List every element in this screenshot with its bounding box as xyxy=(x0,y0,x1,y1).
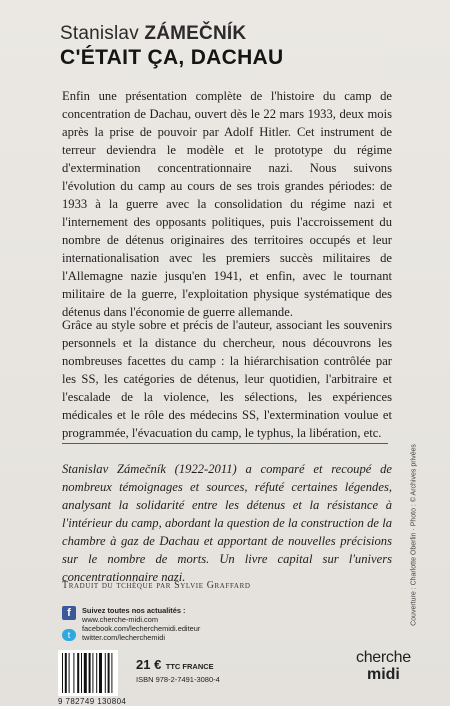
twitter-icon: t xyxy=(62,629,76,641)
social-text xyxy=(82,606,200,642)
barcode-bar xyxy=(81,653,82,693)
barcode xyxy=(58,650,127,706)
translation-credit: Traduit du tchèque par Sylvie Graffard xyxy=(62,580,251,591)
social-links xyxy=(62,606,200,642)
barcode-bar xyxy=(99,653,102,693)
social-icons xyxy=(62,606,78,642)
barcode-digits: 9 782749 130804 xyxy=(58,697,127,706)
author-name xyxy=(60,22,284,46)
twitter-link: twitter.com/lecherchemidi xyxy=(82,633,165,642)
author-first-name: Stanislav xyxy=(60,23,139,44)
barcode-bar xyxy=(92,653,93,693)
summary-paragraph-2: Grâce au style sobre et précis de l'auteur, associant les souvenirs personnels et la distance du chercheur, nous découvrons les nombreuses facettes du camp : la hiérarchisation contrôlée par les SS, les catégories de détenus, leur quotidien, l'arbitraire et l'escalade de la violence, les sélections, les expériences médicales et le rôle des médecins SS, l'extermination voulue et programmée, l'évacuation du camp, le typhus, la libération, etc. xyxy=(62,318,392,440)
barcode-bar xyxy=(111,653,112,693)
facebook-icon: f xyxy=(62,606,76,620)
barcode-bar xyxy=(108,653,110,693)
barcode-bar xyxy=(105,653,106,693)
summary-paragraph-1: Enfin une présentation complète de l'histoire du camp de concentration de Dachau, ouvert dès le 22 mars 1933, deux mois après la prise de pouvoir par Adolf Hitler. Cet instrument de terreur deviendra le modèle et le prototype du régime d'extermination concentrationnaire nazi. Nous suivons l'évolution du camp au cours de ses trois grandes périodes: de 1933 à la guerre avec la consolidation du régime nazi et l'internement des opposants politiques, puis l'accroissement du nombre de détenus originaires des territoires occupés et leur internationalisation avec les premiers succès militaires de l'Allemagne nazie jusqu'en 1941, et enfin, avec le tournant militaire de la guerre, l'exploitation physique systématique des détenus dans l'économie de guerre allemande. xyxy=(62,89,392,319)
barcode-bars xyxy=(58,650,118,696)
price-block xyxy=(136,656,220,684)
barcode-bar xyxy=(96,653,97,693)
social-heading: Suivez toutes nos actualités : xyxy=(82,606,186,615)
cover-credit: Couverture : Charlotte Oberlin · Photo : © Archives privées xyxy=(410,444,418,626)
barcode-bar xyxy=(73,653,74,693)
publisher-logo-line-1: cherche xyxy=(356,649,411,666)
header xyxy=(60,22,284,70)
book-title: C'ÉTAIT ÇA, DACHAU xyxy=(60,46,284,69)
price-amount: 21 € xyxy=(136,657,162,672)
website-link: www.cherche-midi.com xyxy=(82,615,158,624)
barcode-bar xyxy=(69,653,70,693)
author-surname: ZÁMEČNÍK xyxy=(144,23,247,44)
divider xyxy=(62,443,388,444)
facebook-link: facebook.com/lecherchemidi.editeur xyxy=(82,624,201,633)
isbn: ISBN 978-2-7491-3080-4 xyxy=(136,675,220,684)
barcode-bar xyxy=(77,653,79,693)
price-suffix: TTC FRANCE xyxy=(165,662,214,671)
author-note: Stanislav Zámečník (1922-2011) a comparé et recoupé de nombreux témoignages et sources, réfuté certaines légendes, analysant la solidarité entre les détenus et la résistance à l'intérieur du camp, abordant la question de la construction de la chambre à gaz de Dachau et apportant de nouvelles précisions sur le nombre de morts. Un livre capital sur l'univers concentrationnaire nazi. xyxy=(62,462,392,584)
publisher-logo-line-2: midi xyxy=(366,666,400,683)
publisher-logo xyxy=(356,650,411,683)
barcode-bar xyxy=(62,653,63,693)
barcode-bar xyxy=(84,653,87,693)
barcode-bar xyxy=(65,653,67,693)
barcode-bar xyxy=(89,653,91,693)
